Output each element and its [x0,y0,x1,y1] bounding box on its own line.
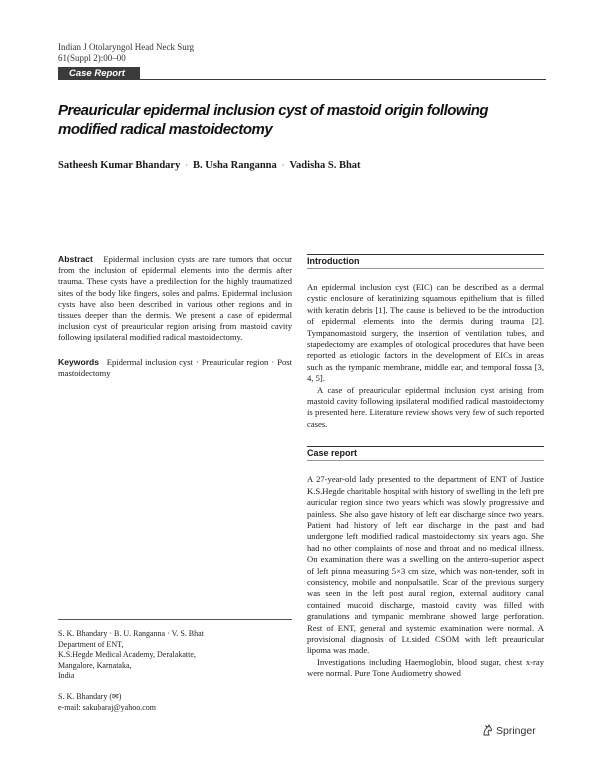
affiliation-line: India [58,671,75,681]
article-type-label: Case Report [69,68,125,79]
journal-name: Indian J Otolaryngol Head Neck Surg [58,42,195,52]
article-type-badge [58,67,140,80]
abstract-label: Abstract [58,254,93,264]
journal-issue: 61(Suppl 2):00–00 [58,53,126,63]
paragraph: A case of preauricular epidermal inclusion cyst arising from mastoid cavity following ipsilateral modified radical mastoidectomy is presented here. Literature review shows very few of such reported cases. [307,384,544,429]
publisher-logo [482,724,536,737]
introduction-heading-bar [307,254,544,269]
affiliation-authors: S. K. Bhandary · B. U. Ranganna · V. S. Bhat [58,629,204,638]
paragraph: A 27-year-old lady presented to the department of ENT of Justice K.S.Hegde charitable hospital with history of swelling in the left pre auricular region since two years which was slowly progressive and painless. She also gave history of left ear discharge since two years. Patient had history of left ear discharge in the past and had undergone left modified radical mastoidectomy six years ago. She had no other complaints of nose and throat and no medical illness. On examination there was a swelling on the antero-superior aspect of left pinna measuring 5×3 cm size, which was non-tender, soft in consistency, mobile and nonpulsatile. Scar of the previous surgery was seen in the left post aural region, external auditory canal contained mucoid discharge, mastoid cavity was filled with granulations and tympanic membrane showed large perforation. Rest of ENT, general and systemic examination were normal. A provisional diagnosis of Lt.sided CSOM with left preauricular lipoma was made. [307,474,544,656]
springer-horse-icon [482,724,493,736]
paragraph: An epidermal inclusion cyst (EIC) can be described as a dermal cystic enclosure of keratinizing squamous epithelium that is filled with keratin debris [1]. The cause is believed to be the introduction of epidermal elements into the dermis during trauma [2]. Tympanomastoid surgery, the insertion of ventilation tubes, and stapedectomy are examples of otological procedures that have been reported as etiologic factors in the development of EICs in areas such as the tympanic membrane, middle ear, and temporal fossa [3, 4, 5]. [307,282,544,384]
keywords-label: Keywords [58,356,100,367]
case-report-heading: Case report [307,448,358,459]
affiliation-block [58,629,292,713]
affiliation-line: K.S.Hegde Medical Academy, Deralakatte, [58,650,196,660]
keyword-separator: · [271,356,275,367]
right-column [307,254,544,680]
author-separator: · [281,161,285,170]
keyword-separator: · [195,356,199,367]
author-name: B. Usha Ranganna [193,160,277,171]
author-name: Satheesh Kumar Bhandary [58,160,181,171]
publisher-name: Springer [496,725,536,737]
abstract [58,254,292,344]
paragraph: Investigations including Haemoglobin, blood sugar, chest x-ray were normal. Pure Tone Audiometry showed [307,656,544,679]
abstract-text: Epidermal inclusion cysts are rare tumors that occur from the inclusion of epidermal elements into the dermis after trauma. These cysts have a predilection for the highly traumatized sites of the body like fingers, soles and palms. Epidermal inclusion cysts have also been described in various other regions and in tissues deeper than the dermis. We present a case of epidermal inclusion cyst of preauricular region arising from mastoid cavity following ipsilateral modified radical mastoidectomy. [58,254,292,343]
article-type-bar [58,67,546,80]
corresponding-author: S. K. Bhandary (✉) [58,691,122,701]
author-email[interactable]: e-mail: sakubaraj@yahoo.com [58,702,156,712]
author-list [58,160,361,171]
keyword: Preauricular region [201,356,269,367]
keyword: Post mastoidectomy [58,356,292,378]
affiliation-line: Department of ENT, [58,639,124,649]
author-name: Vadisha S. Bhat [289,160,361,171]
affiliation-rule [58,619,292,620]
left-column [58,254,292,379]
article-title: Preauricular epidermal inclusion cyst of mastoid origin following modified radical mastoidectomy [58,102,489,138]
keyword: Epidermal inclusion cyst [106,356,193,367]
case-report-body [307,474,544,679]
author-separator: · [185,161,189,170]
affiliation-line: Mangalore, Karnataka, [58,660,132,670]
introduction-body [307,282,544,430]
journal-header [58,42,194,64]
case-report-heading-bar [307,446,544,461]
header-rule [140,79,546,80]
introduction-heading: Introduction [307,256,360,266]
keywords [58,357,292,379]
